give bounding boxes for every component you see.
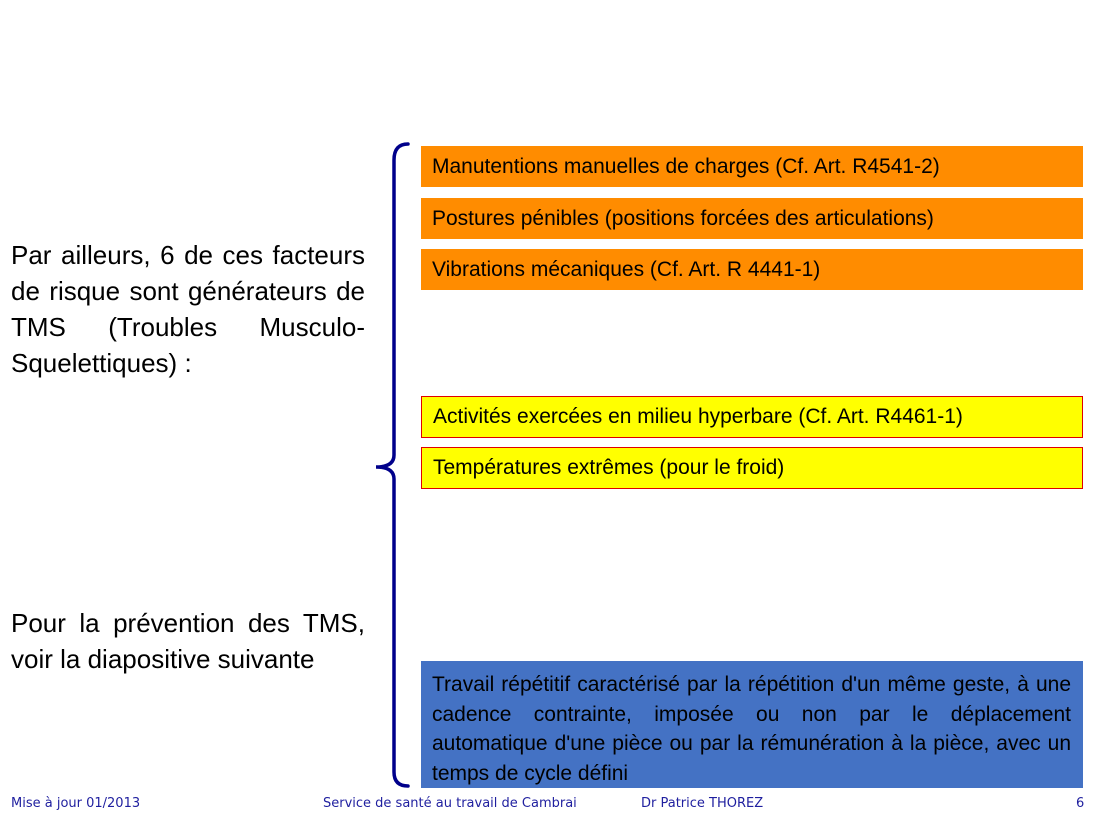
risk-factor-hyperbaric <box>421 396 1083 438</box>
prevention-note: Pour la prévention des TMS, voir la diapositive suivante <box>11 608 365 674</box>
risk-factor-vibrations <box>421 249 1083 290</box>
footer-update-date: Mise à jour 01/2013 <box>11 796 141 811</box>
risk-factor-label: Vibrations mécaniques (Cf. Art. R 4441-1) <box>432 257 821 281</box>
footer-service-name: Service de santé au travail de Cambrai <box>323 796 577 811</box>
risk-factor-label: Postures pénibles (positions forcées des articulations) <box>432 206 934 230</box>
footer-author: Dr Patrice THOREZ <box>641 796 764 811</box>
slide-page-number: 6 <box>1076 796 1085 811</box>
risk-factor-label: Activités exercées en milieu hyperbare (Cf. Art. R4461-1) <box>433 405 963 428</box>
curly-brace-bracket <box>372 140 417 795</box>
risk-factor-label: Travail répétitif caractérisé par la répétition d'un même geste, à une cadence contrainte, imposée ou non par le déplacement automatique d'une pièce ou par la rémunération à la pièce, avec un temps de cycle défini <box>432 673 1071 785</box>
risk-factor-repetitive-work <box>421 661 1083 788</box>
risk-factor-postures <box>421 198 1083 239</box>
intro-paragraph: Par ailleurs, 6 de ces facteurs de risque sont générateurs de TMS (Troubles Musculo-Squelettiques) : <box>11 240 365 378</box>
risk-factor-manual-handling <box>421 146 1083 187</box>
risk-factor-temperatures <box>421 447 1083 489</box>
risk-factor-label: Températures extrêmes (pour le froid) <box>433 456 785 479</box>
risk-factor-label: Manutentions manuelles de charges (Cf. Art. R4541-2) <box>432 154 940 178</box>
